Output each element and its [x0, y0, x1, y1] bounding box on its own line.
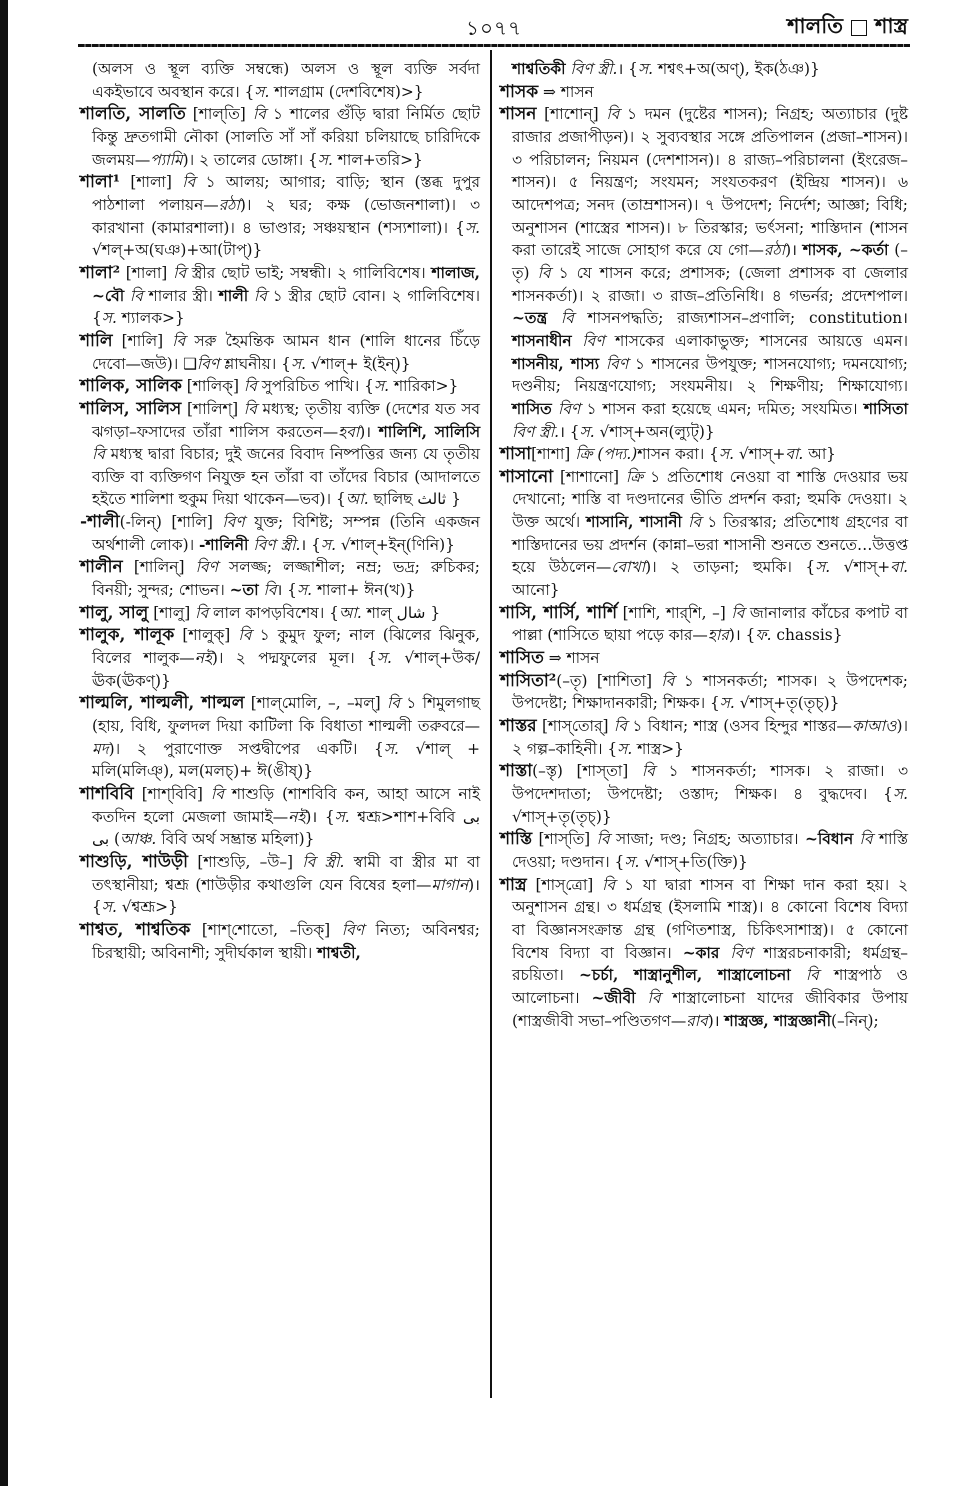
- definition-text: সরু হৈমন্তিক আমন ধান (শালি ধানের চিঁড়ে দেবো—জউ)। ❑: [92, 331, 480, 373]
- subentry: -শালিনী: [198, 535, 249, 554]
- grammar-label: বি: [596, 830, 610, 849]
- grammar-label: স.: [617, 739, 633, 758]
- header-rule: [78, 44, 910, 47]
- headword: শাসিতা²: [500, 670, 557, 691]
- definition-text: √শাস্‌+অন(ল্যুট্‌)}: [594, 422, 715, 441]
- grammar-label: নই: [194, 649, 212, 668]
- definition-text: (অলস ও স্থূল ব্যক্তি সম্বন্ধে) অলস ও স্থূল ব্যক্তি সর্বদা একইভাবে অবস্থান করে। {: [92, 60, 480, 101]
- grammar-label: বি: [606, 105, 620, 124]
- grammar-label: ক্রি (পদ্য.): [575, 445, 638, 464]
- dictionary-entry: [80, 556, 480, 601]
- grammar-label: স.: [376, 649, 392, 668]
- headword: শাসিত: [500, 648, 544, 669]
- definition-text: সুপরিচিত পাখি। {: [256, 377, 374, 396]
- definition-text: [শালিন্‌]: [122, 558, 196, 577]
- guide-word-first: শালতি: [787, 13, 844, 38]
- definition-text: [শাশানো]: [553, 467, 626, 486]
- dictionary-entry: [80, 919, 480, 964]
- page-edge-shadow: [0, 0, 8, 1486]
- page-header: [78, 0, 908, 44]
- dictionary-entry: [500, 103, 908, 443]
- definition-text: )। {: [92, 875, 480, 917]
- definition-text: নিত্য; অবিনশ্বর; চিরস্থায়ী; অবিনাশী; সুদীর্ঘকাল স্থায়ী।: [92, 920, 480, 962]
- definition-text: ১ যে শাসন করে; প্রশাসক; (জেলা প্রশাসক বা জেলার শাসনকর্তা)। ২ রাজা। ৩ রাজ–প্রতিনিধি। ৪ গভর্নর; প্রদেশপাল।: [512, 263, 908, 305]
- grammar-label: আ.: [345, 490, 369, 509]
- headword: শাল্মলি, শাল্মলী, শাল্মল: [80, 693, 245, 714]
- grammar-label: বিণ: [582, 331, 605, 350]
- grammar-label: ক্রি: [625, 467, 644, 486]
- grammar-label: বিণ: [605, 354, 629, 373]
- grammar-label: হবা: [338, 422, 360, 441]
- definition-text: [শাস্‌তি]: [532, 830, 597, 849]
- definition-text: [599, 355, 606, 373]
- definition-text: [শালিশ্‌]: [181, 399, 244, 418]
- definition-text: [শাশ্‌শোতো, –তিক্‌]: [190, 920, 342, 939]
- definition-text: ১ শাসনের উপযুক্ত; শাসনযোগ্য; দমনযোগ্য; দণ্ডনীয়; নিয়ন্ত্রণযোগ্য; সংযমনীয়। ২ শিক্ষণীয়; শিক্ষাযোগ্য।: [512, 354, 908, 396]
- headword: শালা²: [80, 262, 121, 283]
- definition-text: √শাল্‌+উক/ঊক(ঊকণ্‌)}: [92, 649, 481, 690]
- grammar-label: স.: [101, 309, 117, 328]
- grammar-label: স.: [373, 377, 390, 396]
- grammar-label: বিণ: [341, 920, 365, 939]
- definition-text: ১ যা দ্বারা শাসন বা শিক্ষা দান করা হয়। ২ অনুশাসন গ্রন্থ। ৩ ধর্মগ্রন্থ (ইসলামি শাস্ত্র)। ৪ কোনো বিশেষ বিদ্যা বা বিজ্ঞানসংক্রান্ত গ্রন্থ (গণিতশাস্ত্র, চিকিৎসাশাস্ত্র)। ৫ কোনো বিশেষ বিদ্যা বা বিজ্ঞান।: [512, 875, 909, 962]
- dictionary-entry: [80, 624, 480, 692]
- subentry: ~তা: [229, 581, 259, 600]
- definition-text: শাল্‌: [361, 603, 397, 622]
- definition-text: )। ২ ঘর; কক্ষ (ভোজনশালা)। ৩ কারখানা (কামারশালা)। ৪ ভাণ্ডার; সঞ্চয়স্থান (শস্যশালা)। {: [92, 195, 480, 237]
- definition-text: মধ্যস্থ দ্বারা বিচার; দুই জনের বিবাদ নিষ্পত্তির জন্য যে তৃতীয় ব্যক্তি বা ব্যক্তিগণ নিযুক্ত হন তাঁরা বা তাঁদের বিচার (আদালতে হইতে শালিশা হুকুম দিয়া থাকেন—ভব)। {: [92, 445, 480, 509]
- definition-text: [শাশা]: [531, 445, 576, 464]
- definition-text: √শাল্‌+ ই(ইন্‌)}: [306, 354, 411, 373]
- definition-text: ১ কুমুদ ফুল; নাল (ঝিলের ঝিনুক, বিলের শালুক—: [92, 626, 480, 668]
- dictionary-entry: [80, 398, 480, 511]
- headword: -শালী: [80, 512, 120, 533]
- grammar-label: স.: [383, 739, 399, 758]
- definition-text: √শাস্‌+তি(ক্তি)}: [639, 852, 748, 871]
- grammar-label: বি: [602, 875, 616, 894]
- subentry: শাস্ত্রজ্ঞ, শাস্ত্রজ্ঞানী: [724, 1011, 832, 1030]
- headword: শালু, সালু: [80, 602, 149, 623]
- grammar-label: স.: [101, 898, 117, 917]
- grammar-label: বি: [613, 717, 627, 736]
- headword: শাসন: [500, 104, 537, 125]
- grammar-label: বা.: [785, 445, 804, 464]
- column-divider: [490, 50, 492, 1398]
- subentry: শাসনাধীন: [512, 331, 572, 350]
- definition-text: [636, 989, 648, 1007]
- definition-text: [শাশি, শার্‌শি, –]: [617, 603, 732, 622]
- definition-text: [572, 332, 583, 350]
- headword: শাশ্বত, শাশ্বতিক: [80, 919, 191, 940]
- definition-text: }: [446, 490, 461, 509]
- definition-text: )। {: [305, 807, 335, 826]
- dictionary-entry: [80, 171, 480, 262]
- headword: শালি: [80, 330, 113, 351]
- grammar-label: স.: [296, 581, 313, 600]
- headword: শাস্তা: [500, 761, 533, 782]
- entry-continuation: [80, 58, 480, 103]
- grammar-label: রাব: [686, 1011, 708, 1030]
- grammar-label: বিণ স্ত্রী.: [253, 535, 301, 554]
- subentry: শাসক, ~কর্তা: [802, 241, 889, 260]
- definition-text: √শ্বশ্রূ>}: [116, 898, 178, 917]
- definition-text: ১ শাসন করা হয়েছে এমন; দমিত; সংযমিত।: [580, 399, 864, 418]
- definition-text: √শাল্‌+ইন্‌(ণিনি)}: [335, 535, 455, 554]
- grammar-label: বি: [805, 966, 819, 985]
- dictionary-entry: [80, 103, 480, 171]
- dictionary-entry: [500, 760, 908, 828]
- grammar-label: স.: [892, 785, 908, 803]
- grammar-label: স.: [320, 535, 336, 554]
- grammar-label: বি: [859, 830, 873, 849]
- definition-text: জানালার কাঁচের কপাট বা পাল্লা (শাসিতে ছায়া পড়ে কার—: [512, 603, 908, 645]
- definition-text: শাস্ত্রপাঠ ও আলোচনা।: [512, 966, 908, 1007]
- subentry: শাসানি, শাসানী: [586, 513, 682, 532]
- definition-text: )।: [707, 1011, 725, 1030]
- subentry: শালিশি, সালিসি: [378, 422, 480, 441]
- subentry: শাসনীয়, শাস্য: [512, 354, 600, 373]
- arabic-etymon: ثالث: [417, 490, 447, 509]
- grammar-label: বি স্ত্রী.: [302, 852, 345, 871]
- guide-words: [787, 10, 908, 45]
- definition-text: লাল কাপড়বিশেষ। {: [208, 603, 339, 622]
- definition-text: )। ২ তালের ডোঙ্গা। {: [182, 150, 318, 169]
- headword: শাস্তর: [500, 716, 537, 737]
- dictionary-entry: [500, 602, 908, 647]
- definition-text: শাশুড়ি (শাশবিবি কন, আহা আসে নাই কতদিন হলো মেজলা জামাই—: [92, 785, 480, 826]
- definition-text: । {: [300, 535, 321, 554]
- headword: শাসি, শার্সি, শার্শি: [500, 602, 618, 623]
- definition-text: √শাস্‌+: [734, 445, 786, 464]
- subentry: ~চর্চা, শাস্ত্রানুশীল, শাস্ত্রালোচনা: [579, 966, 791, 985]
- definition-text: স্বামী বা স্ত্রীর মা বা তৎস্থানীয়া; শ্বশ্রূ (শাউড়ীর কথাগুলি যেন বিষের হলা—: [92, 852, 480, 894]
- definition-text: [719, 944, 730, 962]
- grammar-label: বি: [173, 263, 187, 282]
- grammar-label: বি: [210, 785, 224, 803]
- definition-text: [শাল্‌মোলি, –, –মল্‌]: [244, 694, 387, 713]
- grammar-label: বি: [387, 694, 400, 713]
- definition-text: শাসকের এলাকাভুক্ত; শাসনের আয়ত্তে এমন।: [604, 331, 908, 350]
- dictionary-entry: [500, 466, 908, 602]
- arabic-etymon: بی بی: [92, 807, 480, 849]
- grammar-label: বি: [238, 626, 252, 645]
- dictionary-entry: [500, 670, 908, 715]
- definition-text: ১ দমন (দুষ্টের শাসন); নিগ্রহ; অত্যাচার (দুষ্ট রাজার প্রজাপীড়ন)। ২ সুব্যবস্থার সঙ্গে প্রতিপালন (প্রজা–শাসন)। ৩ পরিচালন; নিয়মন (দেশশাসন)। ৪ রাজ্য–পরিচালনা (ইংরেজ–শাসন)। ৫ নিয়ন্ত্রণ; সংযমন; সংযতকরণ (ইন্দ্রিয় শাসন)। ৬ আদেশপত্র; সনদ (তাম্রশাসন)। ৭ উপদেশ; নির্দেশ; আজ্ঞা; বিধি; অনুশাসন (শাস্ত্রের শাসন)। ৮ তিরস্কার; ভর্ৎসনা; শাস্তিদান (শাসন করা তারেই সাজে সোহাগ করে যে গো—: [512, 105, 908, 260]
- definition-text: √শল্‌+অ(ঘঞ)+আ(টাপ্‌)}: [92, 241, 263, 260]
- definition-text: মধ্যস্থ; তৃতীয় ব্যক্তি (দেশের যত সব ঝগড়া–ফসাদের তাঁরা শালিস করতেন—: [92, 399, 480, 441]
- subentry: শাসিত: [512, 399, 552, 418]
- definition-text: (-লিন্‌) [শালি]: [119, 513, 223, 532]
- grammar-label: রঠা: [218, 195, 240, 214]
- grammar-label: বিণ: [196, 354, 220, 373]
- definition-text: সলজ্জ; লজ্জাশীল; নম্র; ভদ্র; রুচিকর; বিনয়ী; সুন্দর; শোভন।: [92, 558, 480, 600]
- definition-text: বিবি অর্থ সম্ভ্রান্ত মহিলা)}: [156, 830, 315, 849]
- grammar-label: কাআও: [851, 717, 897, 736]
- definition-text: chassis}: [771, 626, 843, 645]
- subentry: ~কার: [682, 943, 720, 962]
- definition-text: যুক্ত; বিশিষ্ট; সম্পন্ন (তিনি একজন অর্থশালী লোক)।: [92, 513, 480, 554]
- definition-text: [শালা]: [120, 173, 183, 192]
- definition-text: )। ২ পদ্মফুলের মূল। {: [211, 649, 377, 668]
- subentry: শালাজ, ~বৌ: [92, 263, 481, 305]
- definition-text: শাল+তরি>}: [332, 150, 423, 169]
- definition-text: [শাস্‌তোর্‌]: [536, 717, 614, 736]
- grammar-label: স.: [254, 82, 270, 101]
- definition-text: । {: [559, 422, 580, 441]
- headword: শালুক, শালূক: [80, 625, 175, 646]
- definition-text: (–নিন্‌);: [831, 1011, 879, 1030]
- entry-continuation: [500, 58, 908, 81]
- grammar-label: বি: [688, 513, 702, 532]
- grammar-label: আ.: [338, 603, 362, 622]
- definition-text: ⇒ শাসন: [538, 82, 594, 101]
- definition-text: }: [425, 603, 441, 622]
- definition-text: স্ত্রীর ছোট ভাই; সম্বন্ধী। ২ গালিবিশেষ।: [186, 263, 432, 282]
- definition-text: । {: [276, 581, 297, 600]
- subentry: ~জীবী: [591, 988, 636, 1007]
- dictionary-entry: [500, 81, 908, 104]
- definition-text: [শালা]: [120, 263, 174, 282]
- definition-text: (: [109, 830, 121, 849]
- definition-text: )।: [359, 422, 379, 441]
- definition-text: ⇒ শাসন: [543, 649, 600, 668]
- definition-text: ১ তিরস্কার; প্রতিশোধ গ্রহণের বা শাস্তিদানের ভয় প্রদর্শন (কান্না–ভরা শাসানী শুনতে শুনতে…উত্তপ্ত হয়ে উঠলেন—: [512, 513, 908, 577]
- grammar-label: বিণ: [557, 399, 581, 418]
- grammar-label: মাগান: [431, 875, 469, 894]
- dictionary-entry: [80, 375, 480, 398]
- grammar-label: বোখা: [611, 558, 646, 577]
- definition-text: √শাল্‌ + মলি(মলিঞ্‌), মল(মলচ্‌)+ ঈ(ঙীষ্‌)}: [92, 739, 480, 781]
- dictionary-entry: [80, 851, 480, 919]
- grammar-label: বি: [252, 105, 266, 124]
- grammar-label: রঠা: [763, 241, 786, 260]
- grammar-label: নই: [288, 807, 306, 826]
- definition-text: আ}: [803, 445, 836, 464]
- grammar-label: বি: [195, 603, 209, 622]
- definition-text: । {: [617, 60, 638, 78]
- definition-text: ছালিছ: [368, 490, 418, 509]
- headword: শালা¹: [80, 172, 121, 193]
- dictionary-entry: [500, 828, 908, 873]
- dictionary-entry: [80, 330, 480, 375]
- right-column: [500, 58, 908, 1032]
- definition-text: [শালু]: [148, 603, 196, 622]
- dictionary-entry: [500, 443, 908, 466]
- definition-text: শালগ্রাম (দেশবিশেষ)>}: [269, 82, 424, 101]
- definition-text: শাসন করা। {: [637, 445, 719, 464]
- grammar-label: বিণ: [730, 943, 753, 962]
- definition-text: [শালি]: [112, 331, 173, 350]
- definition-text: (–তৃ) [শাশিতা]: [556, 671, 662, 690]
- guide-word-last: শাস্ত্র: [875, 13, 908, 38]
- grammar-label: বিণ স্ত্রী.: [570, 60, 618, 78]
- definition-text: [শাশুড়ি, –উ–]: [188, 852, 303, 871]
- definition-text: [শালুক্‌]: [174, 626, 239, 645]
- subentry: ~বিধান: [804, 830, 854, 849]
- definition-text: শারিকা>}: [389, 377, 459, 396]
- grammar-label: বিণ: [195, 558, 218, 577]
- headword: শাস্ত্র: [500, 874, 527, 895]
- grammar-label: স.: [579, 422, 595, 441]
- definition-text: শাস্তি দেওয়া; দণ্ডদান। {: [512, 830, 908, 871]
- headword: শাসা: [500, 444, 532, 465]
- definition-text: শালা+ ঈন(খ)}: [312, 581, 416, 600]
- grammar-label: বি: [129, 286, 143, 305]
- grammar-label: বি: [661, 671, 675, 690]
- grammar-label: বি: [731, 603, 745, 622]
- dictionary-entry: [80, 262, 480, 330]
- grammar-label: স.: [718, 445, 735, 464]
- headword: শালতি, সালতি: [80, 104, 186, 125]
- headword: শাশুড়ি, শাউড়ী: [80, 851, 189, 872]
- definition-text: শ্যালক>}: [116, 309, 185, 328]
- subentry: শাসিতা: [863, 399, 908, 418]
- definition-text: শাসনপদ্ধতি; রাজ্যশাসন–প্রণালি; constitution।: [573, 309, 908, 328]
- grammar-label: স.: [624, 852, 640, 871]
- definition-text: ১ প্রতিশোধ নেওয়া বা শাস্তি দেওয়ার ভয় দেখানো; শাস্তি বা দণ্ডদানের ভীতি প্রদর্শন করা; হুমকি দেওয়া। ২ উক্ত অর্থে।: [512, 467, 908, 532]
- definition-text: শাস্ত্ররচনাকারী; ধর্মগ্রন্থ–রচয়িতা।: [512, 943, 908, 985]
- dictionary-entry: [80, 692, 480, 783]
- guide-separator-box: [851, 20, 867, 36]
- definition-text: ১ স্ত্রীর ছোট বোন। ২ গালিবিশেষ। {: [92, 286, 480, 328]
- grammar-label: আঞ্চ.: [120, 830, 157, 849]
- headword: শালীন: [80, 557, 123, 578]
- subentry: ~তন্ত্র: [512, 309, 548, 328]
- grammar-label: বি: [560, 309, 574, 328]
- grammar-label: স.: [637, 60, 654, 78]
- definition-text: [শাস্‌ত্রো]: [526, 875, 603, 894]
- grammar-label: স.: [334, 807, 350, 826]
- definition-text: )। ২ পুরাণোক্ত সপ্তদ্বীপের একটি। {: [108, 739, 384, 758]
- headword: শালিক, সালিক: [80, 376, 182, 397]
- grammar-label: বি: [537, 263, 551, 282]
- definition-text: )।: [785, 241, 803, 260]
- definition-text: (–তৃ): [512, 241, 909, 282]
- grammar-label: বি: [263, 581, 277, 600]
- headword: শাসক: [500, 81, 539, 102]
- definition-text: (–স্তৃ) [শাস্‌তা]: [532, 762, 642, 781]
- grammar-label: বা.: [890, 558, 909, 577]
- definition-text: [547, 309, 561, 327]
- dictionary-entry: [500, 647, 908, 670]
- grammar-label: বি: [92, 445, 105, 464]
- subentry: শাশ্বতিকী: [512, 60, 566, 78]
- grammar-label: বিণ: [222, 513, 245, 532]
- grammar-label: স.: [719, 694, 735, 713]
- dictionary-entry: [80, 602, 480, 625]
- grammar-label: ফ.: [755, 626, 772, 645]
- definition-text: সাজা; দণ্ড; নিগ্রহ; অত্যাচার।: [609, 830, 805, 849]
- left-column: [80, 58, 480, 964]
- subentry: শাশ্বতী,: [317, 943, 361, 962]
- grammar-label: বি: [641, 762, 655, 781]
- grammar-label: স.: [815, 558, 831, 577]
- definition-text: )। ২ তাড়না; হুমকি। {: [645, 558, 816, 577]
- arabic-etymon: شال: [396, 603, 426, 622]
- definition-text: [শালিক্‌]: [181, 377, 244, 396]
- grammar-label: মদ: [92, 739, 109, 758]
- page-number: ১০৭৭: [466, 16, 522, 40]
- definition-text: শশ্বৎ+অ(অণ্‌), ইক(ঠঞ)}: [653, 60, 820, 78]
- definition-text: √শাস্‌+তৃ(তৃচ্‌)}: [512, 807, 612, 826]
- definition-text: ১ শিমুলগাছ (হায়, বিধি, ফুলদল দিয়া কাটিলা কি বিধাতা শাল্মলী তরুবরে—: [92, 694, 480, 736]
- definition-text: √শাস্‌+তৃ(তৃচ্‌)}: [734, 694, 840, 713]
- dictionary-entry: [500, 715, 908, 760]
- definition-text: ১ বিধান; শাস্ত্র (ওসব হিন্দুর শাস্তর—: [626, 717, 852, 736]
- definition-text: শ্লাঘনীয়। {: [219, 354, 291, 373]
- definition-text: শ্বশ্রূ>শাশ+বিবি: [349, 807, 463, 826]
- grammar-label: বি: [172, 331, 186, 350]
- dictionary-entry: [80, 511, 480, 556]
- definition-text: শাস্ত্র>}: [632, 739, 684, 758]
- definition-text: ১ আলয়; আগার; বাড়ি; স্থান (স্তব্ধ দুপুর পাঠশালা পলায়ন—: [92, 173, 480, 214]
- grammar-label: প্যামি: [150, 150, 183, 169]
- headword: শাশবিবি: [80, 784, 134, 804]
- definition-text: [791, 966, 806, 984]
- definition-text: শাস্ত্রালোচনা যাদের জীবিকার উপায় (শাস্ত্রজীবী সভা–পণ্ডিতগণ—: [512, 988, 908, 1030]
- dictionary-entry: [80, 783, 480, 851]
- grammar-label: বি: [647, 988, 661, 1007]
- grammar-label: বি: [243, 377, 257, 396]
- definition-text: শালার স্ত্রী।: [142, 286, 219, 305]
- grammar-label: বিণ স্ত্রী.: [512, 422, 560, 441]
- definition-text: [শাল্‌তি]: [185, 105, 253, 124]
- grammar-label: বি: [182, 173, 196, 192]
- definition-text: √শাস্‌+: [830, 558, 891, 577]
- definition-text: ১ শাসনকর্তা; শাসক। ২ উপদেশক; উপদেষ্টা; শিক্ষাদানকারী; শিক্ষক। {: [512, 671, 908, 713]
- grammar-label: স.: [290, 354, 306, 373]
- definition-text: [শাশোন্‌]: [536, 105, 607, 124]
- definition-text: )। {: [728, 626, 756, 645]
- dictionary-entry: [500, 874, 908, 1033]
- headword: শালিস, সালিস: [80, 398, 182, 419]
- subentry: শালী: [218, 286, 249, 305]
- definition-text: [শাশ্‌বিবি]: [133, 785, 211, 803]
- definition-text: )। ২ গল্প–কাহিনী। {: [512, 717, 908, 758]
- grammar-label: বি: [243, 399, 257, 418]
- grammar-label: স.: [464, 218, 480, 237]
- headword: শাসানো: [500, 466, 554, 487]
- headword: শাস্তি: [500, 829, 533, 850]
- grammar-label: স.: [317, 150, 333, 169]
- grammar-label: হার: [707, 626, 729, 645]
- definition-text: ১ শালের গুঁড়ি দ্বারা নির্মিত ছোট কিন্তু দ্রুতগামী নৌকা (সালতি সাঁ সাঁ করিয়া চলিয়াছে চারিদিকে জলময়—: [92, 105, 480, 169]
- definition-text: ১ শাসনকর্তা; শাসক। ২ রাজা। ৩ উপদেশদাতা; উপদেষ্টা; ওস্তাদ; শিক্ষক। ৪ বুদ্ধদেব। {: [512, 762, 908, 803]
- grammar-label: বি: [253, 286, 267, 305]
- definition-text: আনো}: [512, 581, 560, 600]
